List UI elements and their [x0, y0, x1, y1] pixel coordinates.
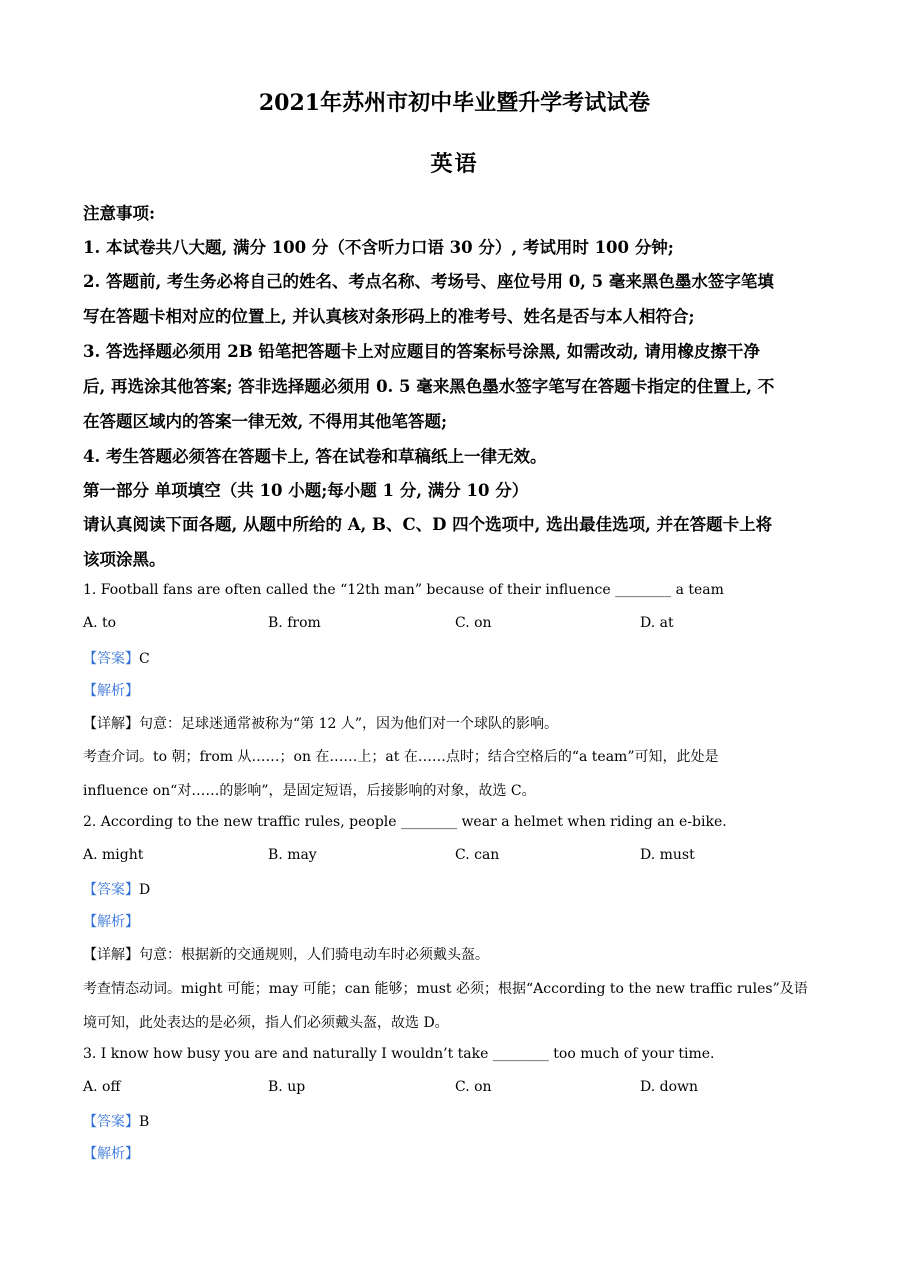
notice-heading: 注意事项: [83, 204, 156, 223]
detail-text: 句意：根据新的交通规则，人们骑电动车时必须戴头盔。 [139, 947, 489, 963]
question-stem: 3. I know how busy you are and naturally I wouldn’t take ________ too much of your time. [83, 1046, 715, 1062]
analysis-label: 【解析】 [83, 683, 139, 699]
notice-line: 在答题区域内的答案一律无效, 不得用其他笔答题; [83, 412, 448, 431]
notice-line: 1. 本试卷共八大题, 满分 100 分（不含听力口语 30 分）, 考试用时 100 分钟; [83, 238, 674, 257]
section-instruction: 该项涂黑。 [83, 550, 166, 569]
option-a: A. off [83, 1079, 121, 1095]
answer-label: 【答案】 [83, 651, 139, 667]
section-instruction: 请认真阅读下面各题, 从题中所给的 A, B、C、D 四个选项中, 选出最佳选项, 并在答题卡上将 [83, 515, 773, 534]
option-a: A. to [83, 615, 117, 631]
option-a: A. might [83, 847, 144, 863]
option-b: B. up [268, 1079, 306, 1095]
section-heading: 第一部分 单项填空（共 10 小题;每小题 1 分, 满分 10 分） [83, 481, 529, 500]
explanation-line: 境可知，此处表达的是必须，指人们必须戴头盔，故选 D。 [83, 1015, 449, 1031]
analysis-label: 【解析】 [83, 1146, 139, 1162]
exam-title: 2021年苏州市初中毕业暨升学考试试卷 [258, 90, 651, 116]
option-c: C. on [455, 615, 492, 631]
option-d: D. at [640, 615, 674, 631]
answer-value: B [139, 1114, 150, 1130]
option-d: D. down [640, 1079, 699, 1095]
explanation-line: 考查介词。to 朝；from 从……；on 在……上；at 在……点时；结合空格后的“a team”可知，此处是 [83, 749, 719, 765]
answer-label: 【答案】 [83, 1114, 139, 1130]
answer-value: D [139, 882, 151, 898]
notice-line: 写在答题卡相对应的位置上, 并认真核对条形码上的准考号、姓名是否与本人相符合; [83, 307, 695, 326]
notice-line: 4. 考生答题必须答在答题卡上, 答在试卷和草稿纸上一律无效。 [83, 447, 547, 466]
answer-label: 【答案】 [83, 882, 139, 898]
notice-line: 2. 答题前, 考生务必将自己的姓名、考点名称、考场号、座位号用 0, 5 毫来黑色墨水签字笔填 [83, 272, 774, 291]
notice-line: 3. 答选择题必须用 2B 铅笔把答题卡上对应题目的答案标号涂黑, 如需改动, 请用橡皮擦干净 [83, 342, 760, 361]
notice-line: 后, 再选涂其他答案; 答非选择题必须用 0. 5 毫来黑色墨水签字笔写在答题卡指定的住置上, 不 [83, 377, 775, 396]
question-stem: 2. According to the new traffic rules, people ________ wear a helmet when riding an e-bike. [83, 814, 727, 830]
detail-label: 【详解】 [83, 947, 139, 963]
option-b: B. from [268, 615, 321, 631]
question-stem: 1. Football fans are often called the “12th man” because of their influence ________ a team [83, 582, 724, 598]
option-d: D. must [640, 847, 695, 863]
detail-label: 【详解】 [83, 716, 139, 732]
answer-line [83, 648, 150, 668]
detail-text: 句意：足球迷通常被称为“第 12 人”，因为他们对一个球队的影响。 [139, 716, 559, 732]
answer-line [83, 879, 150, 899]
explanation-line: 考查情态动词。might 可能；may 可能；can 能够；must 必须；根据“According to the new traffic rules”及语 [83, 981, 808, 997]
option-c: C. on [455, 1079, 492, 1095]
option-b: B. may [268, 847, 317, 863]
answer-line [83, 1111, 149, 1131]
explanation-line: influence on“对……的影响”，是固定短语，后接影响的对象，故选 C。 [83, 783, 536, 799]
option-c: C. can [455, 847, 500, 863]
detail-line [83, 713, 558, 733]
detail-line [83, 944, 489, 964]
subject-title: 英语 [430, 151, 479, 177]
analysis-label: 【解析】 [83, 914, 139, 930]
answer-value: C [139, 651, 150, 667]
